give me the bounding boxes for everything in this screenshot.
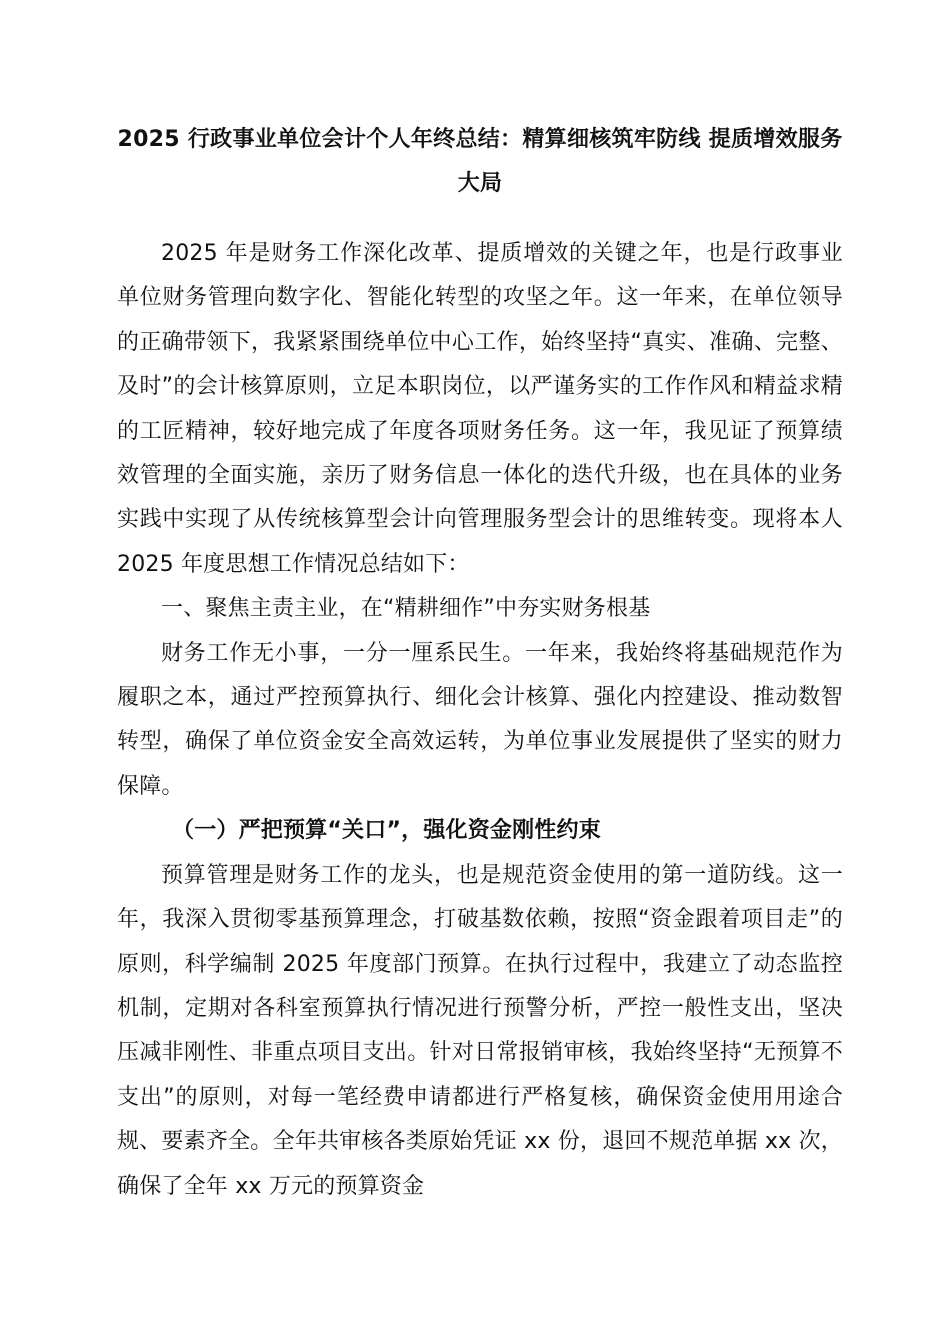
subsection-1-paragraph: 预算管理是财务工作的龙头，也是规范资金使用的第一道防线。这一年，我深入贯彻零基预算理念，打破基数依赖，按照“资金跟着项目走”的原则，科学编制 2025 年度部门预算。在执行过程中，我建立了动态监控机制，定期对各科室预算执行情况进行预警分析，严控一般性支出，坚决压减非刚性、非重点项目支出。针对日常报销审核，我始终坚持“无预算不支出”的原则，对每一笔经费申请都进行严格复核，确保资金使用用途合规、要素齐全。全年共审核各类原始凭证 xx 份，退回不规范单据 xx 次，确保了全年 xx 万元的预算资金 — [117, 862, 843, 1199]
section-1-paragraph: 财务工作无小事，一分一厘系民生。一年来，我始终将基础规范作为履职之本，通过严控预算执行、细化会计核算、强化内控建设、推动数智转型，确保了单位资金安全高效运转，为单位事业发展提供了坚实的财力保障。 — [117, 640, 843, 799]
section-1-heading: 一、聚焦主责主业，在“精耕细作”中夯实财务根基 — [161, 596, 651, 622]
subsection-1-heading: （一）严把预算“关口”，强化资金刚性约束 — [172, 818, 601, 844]
document-page — [117, 118, 843, 1209]
intro-paragraph: 2025 年是财务工作深化改革、提质增效的关键之年，也是行政事业单位财务管理向数字化、智能化转型的攻坚之年。这一年来，在单位领导的正确带领下，我紧紧围绕单位中心工作，始终坚持“真实、准确、完整、及时”的会计核算原则，立足本职岗位，以严谨务实的工作作风和精益求精的工匠精神，较好地完成了年度各项财务任务。这一年，我见证了预算绩效管理的全面实施，亲历了财务信息一体化的迭代升级，也在具体的业务实践中实现了从传统核算型会计向管理服务型会计的思维转变。现将本人 2025 年度思想工作情况总结如下： — [117, 241, 843, 577]
document-title: 2025 行政事业单位会计个人年终总结：精算细核筑牢防线 提质增效服务大局 — [117, 127, 843, 196]
